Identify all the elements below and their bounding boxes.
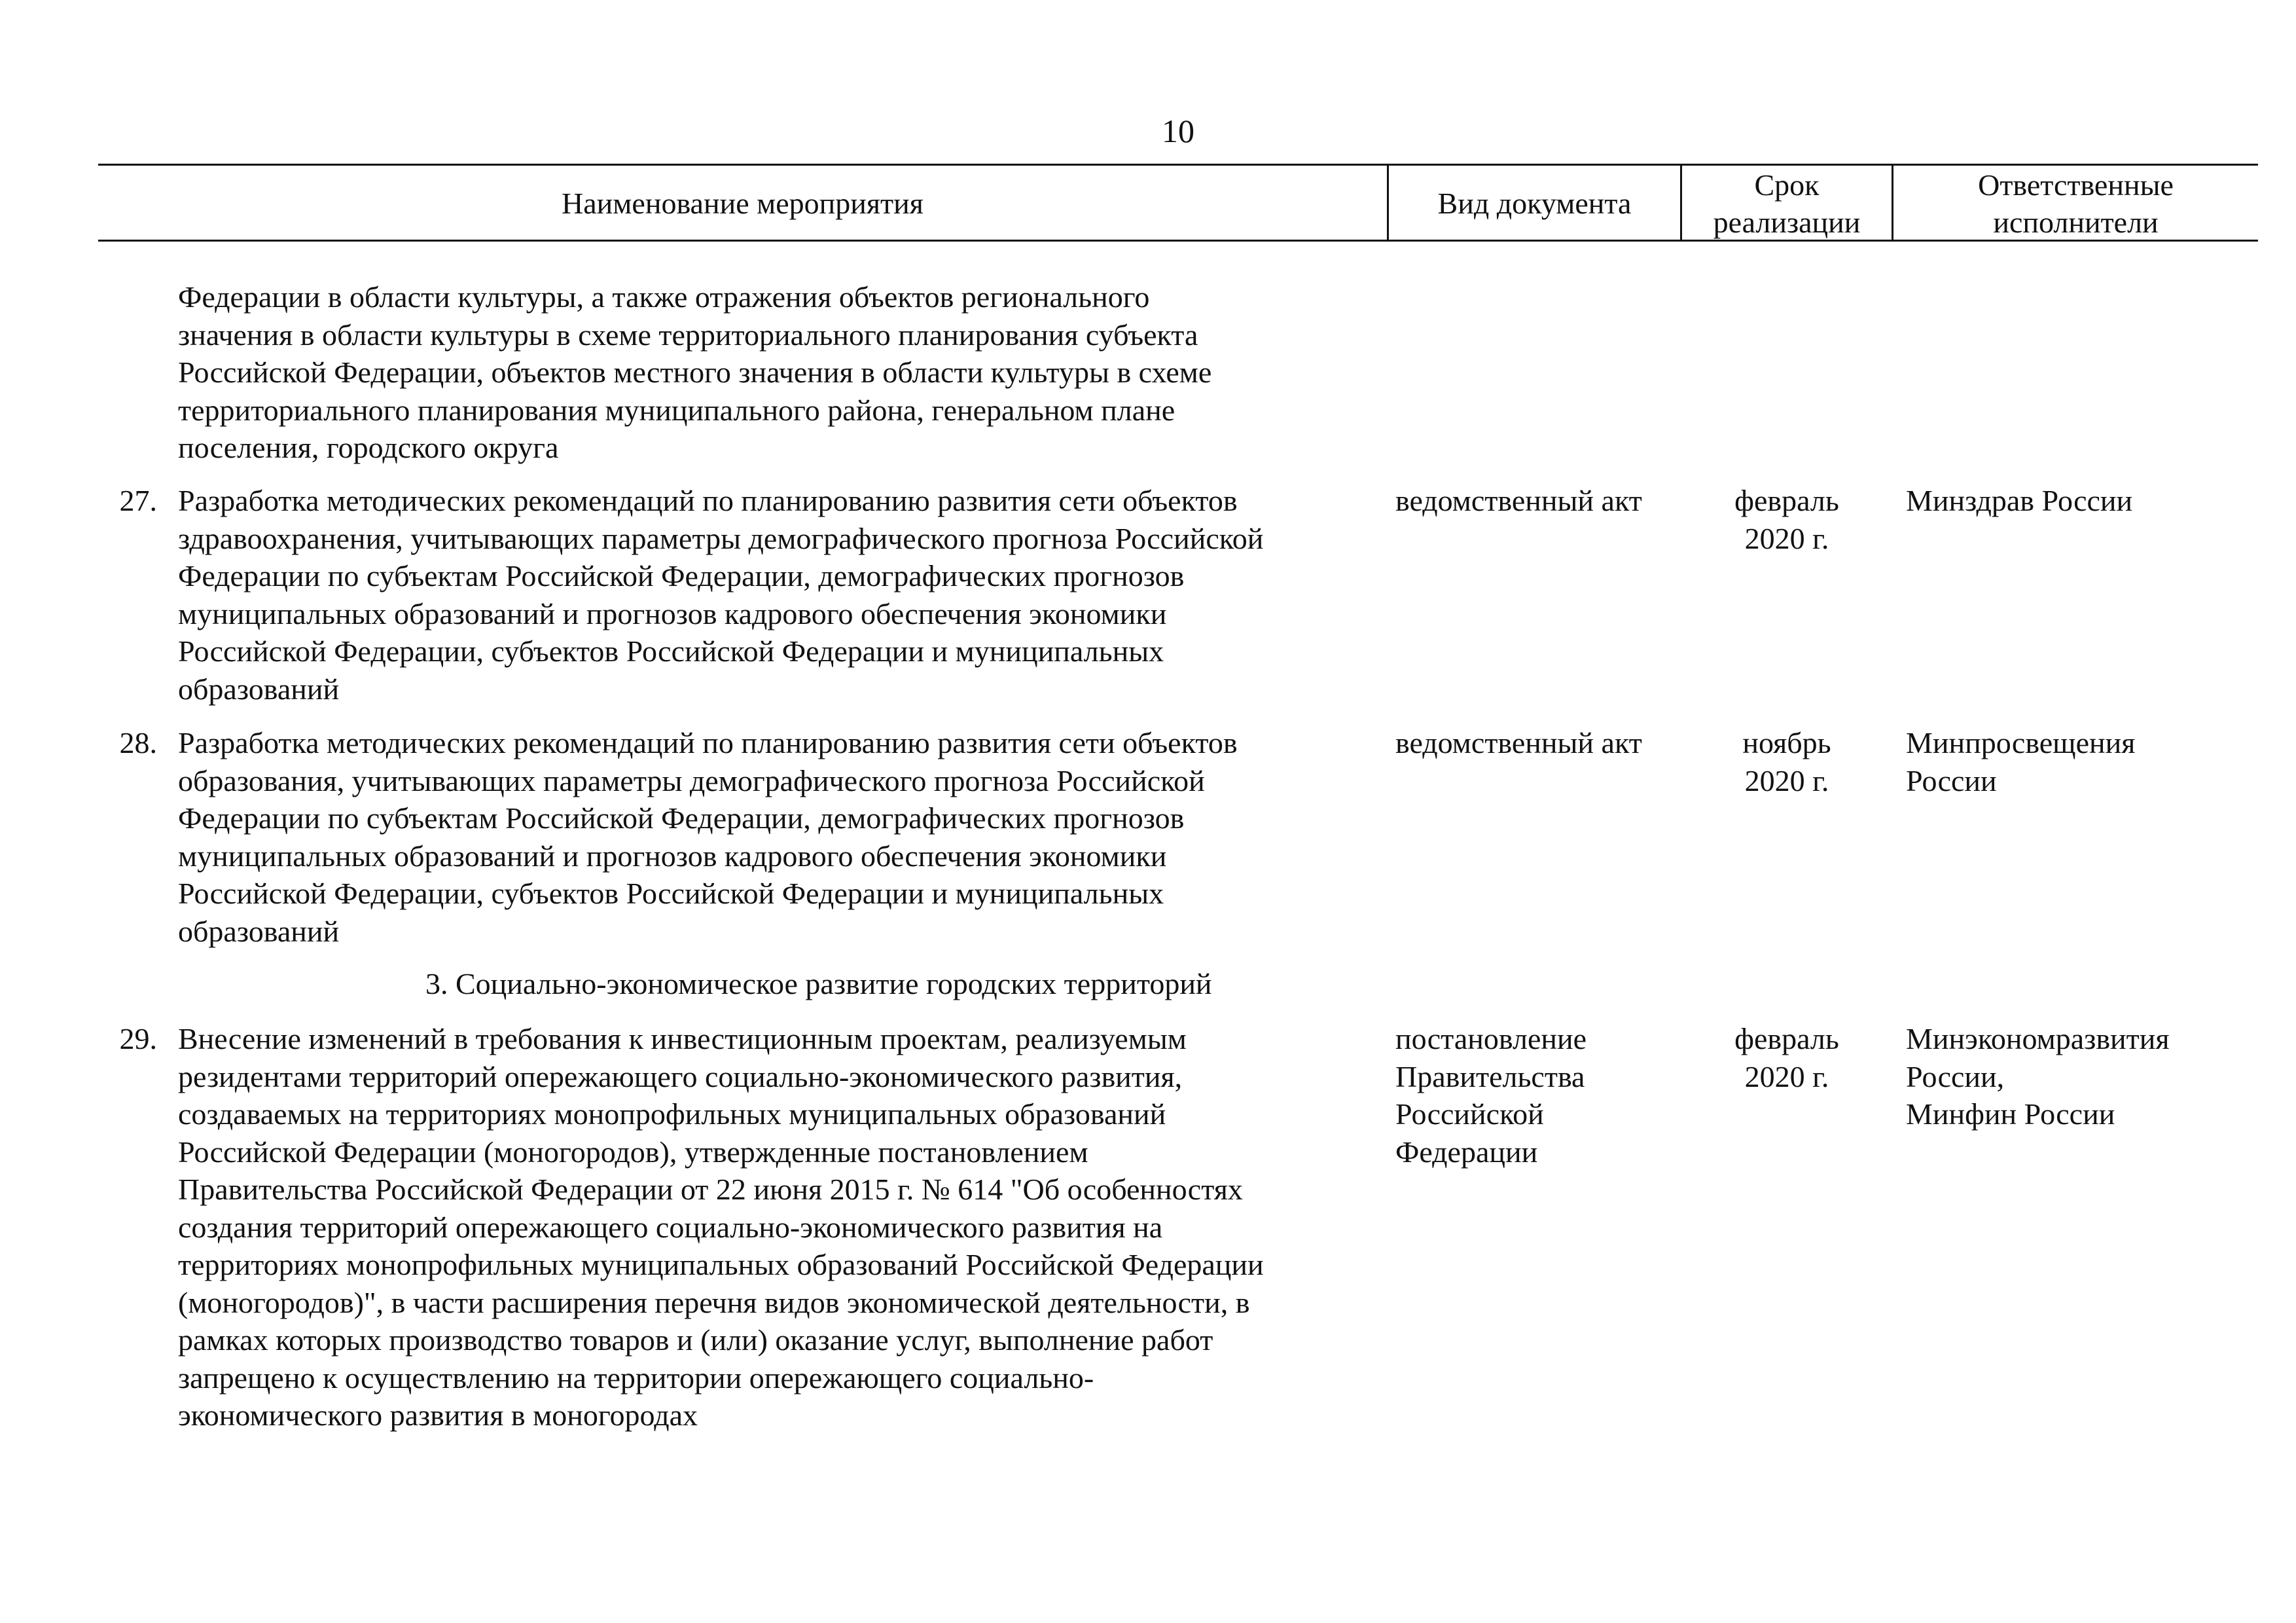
header-name-column: Наименование мероприятия xyxy=(562,187,924,220)
row-28-name: Разработка методических рекомендаций по планированию развития сети объектов образования, учитывающих параметры демографического прогноза Российской Федерации по субъектам Российской Федерации, демографических прогнозов муниципальных образований и прогнозов кадрового обеспечения экономики Российской Федерации, субъектов Российской Федерации и муниципальных образований xyxy=(178,726,1238,948)
row-29-number: 29. xyxy=(119,1022,157,1055)
row-28-doc-type: ведомственный акт xyxy=(1395,726,1642,759)
row-27-term: февраль 2020 г. xyxy=(1734,484,1839,555)
section-heading: 3. Социально-экономическое развитие городских территорий xyxy=(425,967,1212,1000)
row-28-number: 28. xyxy=(119,726,157,759)
row-29-name: Внесение изменений в требования к инвестиционным проектам, реализуемым резидентами территорий опережающего социально-экономического развития, создаваемых на территориях монопрофильных муниципальных образований Российской Федерации (моногородов), утвержденные постановлением Правительства Российской Федерации от 22 июня 2015 г. № 614 "Об особенностях создания территорий опережающего социально-экономического развития на территориях монопрофильных муниципальных образований Российской Федерации (моногородов)", в части расширения перечня видов экономической деятельности, в рамках которых производство товаров и (или) оказание услуг, выполнение работ запрещено к осуществлению на территории опережающего социально- экономического развития в моногородах xyxy=(178,1022,1264,1432)
header-executors-column: Ответственные исполнители xyxy=(1978,168,2174,239)
row-27-number: 27. xyxy=(119,484,157,517)
page-number: 10 xyxy=(1162,113,1194,149)
continuation-text: Федерации в области культуры, а также отражения объектов регионального значения в области культуры в схеме территориального планирования субъекта Российской Федерации, объектов местного значения в области культуры в схеме территориального планирования муниципального района, генеральном плане поселения, городского округа xyxy=(178,280,1212,464)
row-28-term: ноябрь 2020 г. xyxy=(1742,726,1831,797)
header-doc-type-column: Вид документа xyxy=(1437,187,1632,220)
row-29-term: февраль 2020 г. xyxy=(1734,1022,1839,1093)
row-27-name: Разработка методических рекомендаций по планированию развития сети объектов здравоохранения, учитывающих параметры демографического прогноза Российской Федерации по субъектам Российской Федерации, демографических прогнозов муниципальных образований и прогнозов кадрового обеспечения экономики Российской Федерации, субъектов Российской Федерации и муниципальных образований xyxy=(178,484,1264,706)
row-29-executors: Минэкономразвития России, Минфин России xyxy=(1906,1022,2170,1131)
header-top-rule xyxy=(98,164,2258,166)
row-28-executors: Минпросвещения России xyxy=(1906,726,2136,797)
row-27-doc-type: ведомственный акт xyxy=(1395,484,1642,517)
row-27-executors: Минздрав России xyxy=(1906,484,2133,517)
row-29-doc-type: постановление Правительства Российской Федерации xyxy=(1395,1022,1587,1169)
header-term-column: Срок реализации xyxy=(1713,168,1861,239)
